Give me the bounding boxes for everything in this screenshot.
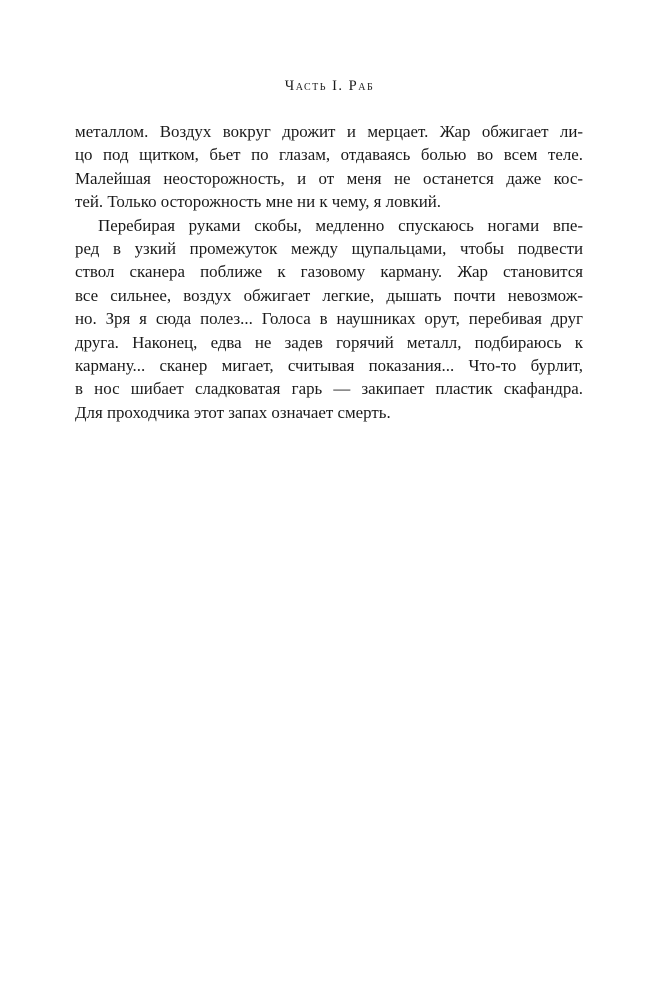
text-line: Малейшая неосторожность, и от меня не останется даже кос- — [75, 168, 583, 188]
text-line: ред в узкий промежуток между щупальцами, чтобы подвести — [75, 239, 583, 259]
text-line: в нос шибает сладковатая гарь — закипает пластик скафандра. — [75, 379, 583, 399]
body-text — [75, 120, 583, 424]
text-line: Перебирая руками скобы, медленно спускаюсь ногами впе- — [98, 215, 583, 235]
text-line: но. Зря я сюда полез... Голоса в наушниках орут, перебивая друг — [75, 309, 583, 329]
text-line: карману... сканер мигает, считывая показания... Что-то бурлит, — [75, 356, 583, 376]
paragraph-1 — [75, 120, 583, 214]
text-line: все сильнее, воздух обжигает легкие, дышать почти невозмож- — [75, 285, 583, 305]
text-line: цо под щитком, бьет по глазам, отдаваясь болью во всем теле. — [75, 145, 583, 165]
text-line: металлом. Воздух вокруг дрожит и мерцает. Жар обжигает ли- — [75, 122, 583, 141]
text-line: тей. Только осторожность мне ни к чему, я ловкий. — [75, 192, 441, 212]
running-head: Часть I. Раб — [284, 78, 375, 94]
text-line: ствол сканера поближе к газовому карману. Жар становится — [75, 262, 583, 282]
text-line: Для проходчика этот запах означает смерть. — [75, 402, 391, 422]
paragraph-2 — [75, 214, 583, 425]
text-line: друга. Наконец, едва не задев горячий металл, подбираюсь к — [75, 332, 583, 352]
